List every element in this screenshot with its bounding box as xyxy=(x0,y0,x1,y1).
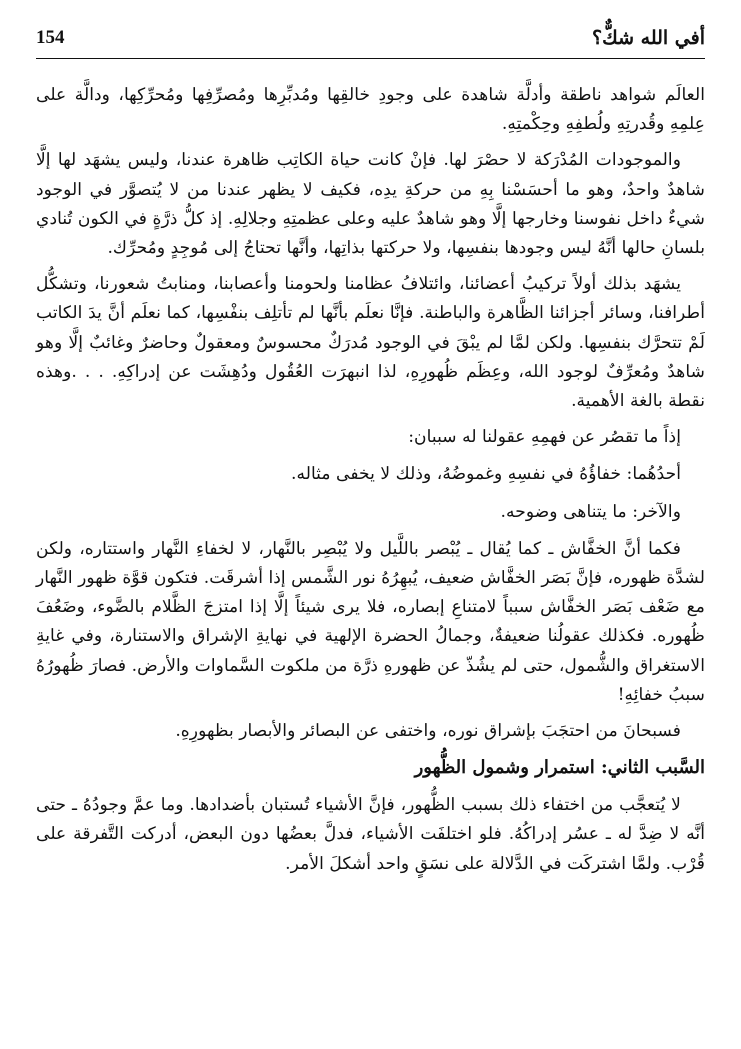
page-number: 154 xyxy=(36,27,65,48)
reason-item: أحدُهُما: خفاؤُهُ في نفسِهِ وغموضُهُ، وذلك لا يخفى مثاله. xyxy=(291,464,681,485)
reason-item: والآخر: ما يتناهى وضوحه. xyxy=(500,501,681,522)
paragraph: لا يُتعجَّب من اختفاء ذلك بسبب الظُّهور، فإنَّ الأشياء تُستبان بأضدادها. وما عمَّ وجودُهُ ـ حتى أنَّه لا ضِدَّ له ـ عسُر إدراكُهُ. فلو اختلفَت الأشياء، فدلَّ بعضُها دون البعض، أدركت التَّفرقة على قُرْب. ولمَّا اشتركَت في الدَّلالة على نسَقٍ واحد أشكلَ الأمر. xyxy=(36,795,705,874)
paragraph: يشهَد بذلك أولاً تركيبُ أعضائنا، وائتلافُ عظامنا ولحومنا وأعصابنا، ومنابتُ شعورنا، وتشكُّل أطرافنا، وسائر أجزائنا الظَّاهرة والباطنة. فإنَّا نعلَم بأنَّها لم تأتلِف بنفْسِها، كما نعلَم أنَّ يدَ الكاتب لَمْ تتحرَّك بنفسِها. ولكن لمَّا لم يبْقَ في الوجود مُدرَكٌ محسوسٌ ومعقولٌ وحاضرٌ وغائبٌ إلَّا وهو شاهدٌ ومُعرِّفٌ لوجود الله، وعِظَم ظُهورِهِ، لذا انبهرَت العُقُول ودُهِشَت عن إدراكِهِ. . . .وهذه نقطة بالغة الأهمية. xyxy=(36,274,705,412)
body-text xyxy=(36,81,705,879)
page-header xyxy=(36,18,705,59)
book-page xyxy=(36,18,705,1033)
running-title: أفي الله شكٌّ؟ xyxy=(592,27,705,49)
paragraph: فكما أنَّ الخفَّاش ـ كما يُقال ـ يُبْصر باللَّيل ولا يُبْصِر بالنَّهار، لا لخفاءِ النَّهار واستتاره، ولكن لشدَّة ظهوره، فإنَّ بَصَر الخفَّاش ضعيف، يُبهِرُهُ نور الشَّمس إذا أشرقَت. فتكون قوَّة ظهور النَّهار مع ضَعْف بَصَر الخفَّاش سبباً لامتناعِ إبصاره، فلا يرى شيئاً إلَّا إذا امتزجَ الظَّلام بالضَّوء، وضَعُفَ ظُهوره. فكذلك عقولُنا ضعيفةٌ، وجمالُ الحضرة الإلهية في نهايةِ الإشراق والاستنارة، وفي غايةِ الاستغراق والشُّمول، حتى لم يشُذّ عن ظهورهِ ذرَّة من ملكوت السَّماوات والأرض. فصارَ ظُهورُهُ سببُ خفائِهِ! xyxy=(36,538,705,705)
paragraph: العالَم شواهد ناطقة وأدلَّة شاهدة على وجودِ خالقِها ومُدبِّرِها ومُصرِّفِها ومُحرِّكِها، ودالَّة على عِلمِهِ وقُدرتِهِ ولُطفِهِ وحِكْمتِهِ. xyxy=(36,85,705,135)
paragraph: فسبحانَ من احتجَبَ بإشراق نوره، واختفى عن البصائر والأبصار بظهورِهِ. xyxy=(175,721,681,742)
intro-line: إذاً ما تقصُر عن فهمِهِ عقولنا له سببان: xyxy=(408,427,681,448)
paragraph: والموجودات المُدْرَكة لا حصْرَ لها. فإنْ كانت حياة الكاتِب ظاهرة عندنا، وليس يشهَد لها إلَّا شاهدٌ واحدٌ، وهو ما أحسَسْنا بِهِ من حركةِ يدِه، فكيف لا يظهر عندنا من لا يُتصوَّر في الوجود شيءٌ داخل نفوسنا وخارجها إلَّا وهو شاهدٌ عليه وعلى عظمتِهِ وجلالِهِ. إذ كلُّ ذرَّةٍ في الكون تُنادي بلسانِ حالها أنَّهُ ليس وجودها بنفسِها، ولا حركتها بذاتِها، وأنَّها تحتاجُ إلى مُوجِدٍ ومُحرِّك. xyxy=(36,150,705,259)
section-heading: السَّبب الثاني: استمرار وشمول الظُّهور xyxy=(414,757,705,779)
